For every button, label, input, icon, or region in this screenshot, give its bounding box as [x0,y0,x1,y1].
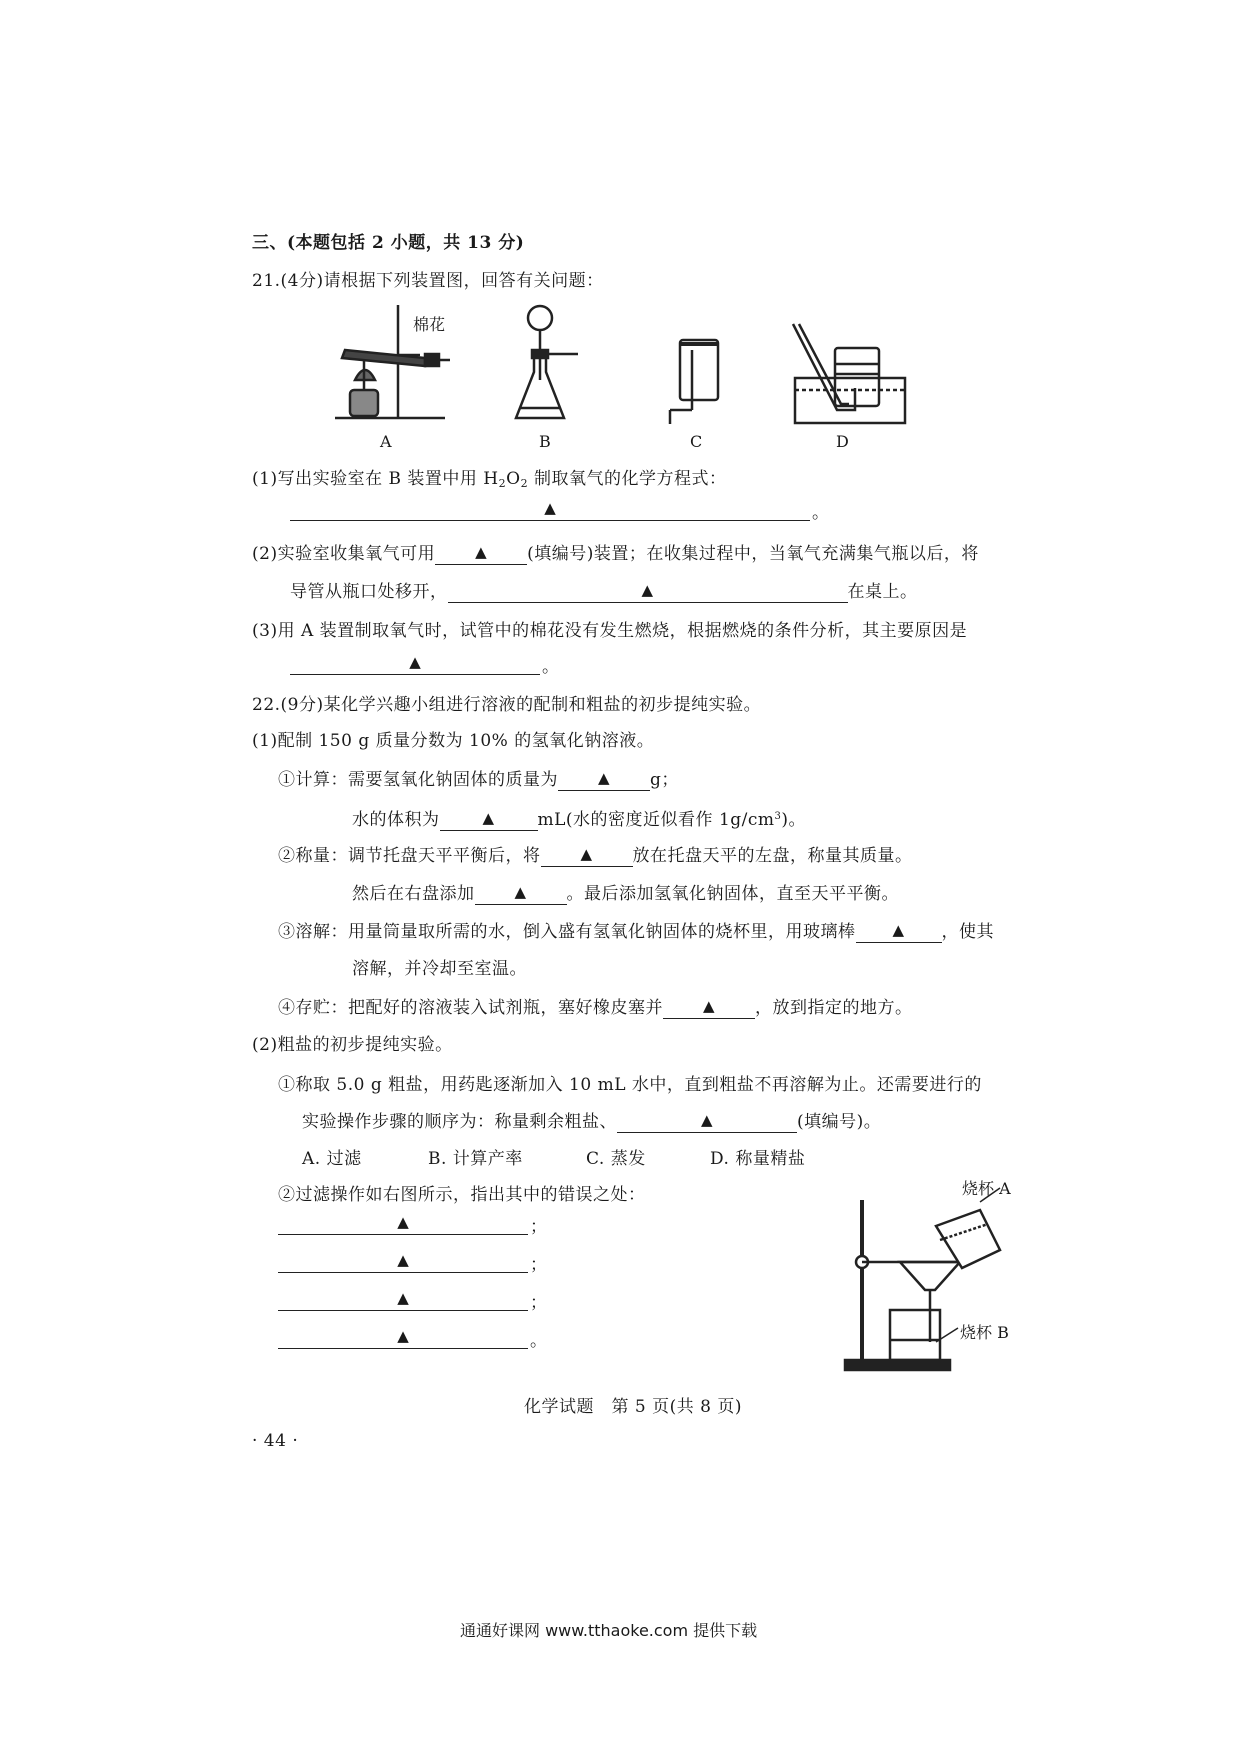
beaker-a-label: 烧杯 A [962,1179,1011,1198]
filtration-diagram [840,1190,1020,1380]
page-footer: 化学试题 第 5 页(共 8 页) [524,1397,743,1417]
q21-part1-text: (1)写出实验室在 B 装置中用 $H_2O_2$ 制取氧气的化学方程式： [252,469,727,490]
q22-naoh-mass-blank[interactable]: ▲ [558,768,650,791]
q22-step1-line1: ①计算：需要氢氧化钠固体的质量为 ▲ g； [278,769,679,790]
q21-part2-line2: 导管从瓶口处移开， ▲ 在桌上。 [290,581,918,602]
q22-error-blank-1[interactable]: ▲ [278,1212,528,1235]
q21-part1-end: 。 [812,503,830,523]
apparatus-label-d: D [836,432,849,451]
q22-step3-line2: 溶解，并冷却至室温。 [352,959,527,979]
q21-stem: 21.(4分)请根据下列装置图，回答有关问题： [252,271,604,291]
q22-option-b: B. 计算产率 [428,1149,523,1169]
q22-error-end-2: ； [530,1255,548,1275]
apparatus-label-b: B [539,432,551,451]
q22-error-end-4: 。 [530,1331,548,1351]
apparatus-label-a: A [380,432,392,451]
q22-option-d: D. 称量精盐 [710,1149,806,1169]
q22-stir-blank[interactable]: ▲ [856,920,942,943]
q22-step2-line1: ②称量：调节托盘天平平衡后，将 ▲ 放在托盘天平的左盘，称量其质量。 [278,845,913,866]
q21-part3-line1: (3)用 A 装置制取氧气时，试管中的棉花没有发生燃烧，根据燃烧的条件分析，其主要原因是 [252,621,968,641]
q22-step4-line: ④存贮：把配好的溶液装入试剂瓶，塞好橡皮塞并 ▲ ，放到指定的地方。 [278,997,913,1018]
q22-error-blank-4[interactable]: ▲ [278,1326,528,1349]
q22-part2-step2-text: ②过滤操作如右图所示，指出其中的错误之处： [278,1185,646,1205]
q22-weigh-item-blank[interactable]: ▲ [541,844,633,867]
q22-right-pan-blank[interactable]: ▲ [475,882,567,905]
q22-step1-line2: 水的体积为 ▲ mL(水的密度近似看作 $1g/cm^3$)。 [352,809,807,830]
q22-part2-step1-line1: ①称取 5.0 g 粗盐，用药匙逐渐加入 10 mL 水中，直到粗盐不再溶解为止。还需要进行的 [278,1075,982,1095]
page-number: · 44 · [252,1431,299,1451]
q22-label-blank[interactable]: ▲ [663,996,755,1019]
q22-step2-line2: 然后在右盘添加 ▲ 。最后添加氢氧化钠固体，直至天平平衡。 [352,883,899,904]
q21-part2-blank1[interactable]: ▲ [435,542,527,565]
q21-part2-line1: (2)实验室收集氧气可用 ▲ (填编号)装置；在收集过程中，当氧气充满集气瓶以后，将 [252,543,979,564]
q22-part2-title: (2)粗盐的初步提纯实验。 [252,1035,453,1055]
q22-error-blank-3[interactable]: ▲ [278,1288,528,1311]
q22-error-blank-2[interactable]: ▲ [278,1250,528,1273]
q22-water-volume-blank[interactable]: ▲ [440,808,538,831]
q22-part2-step1-line2: 实验操作步骤的顺序为：称量剩余粗盐、 ▲ (填编号)。 [302,1111,882,1132]
q22-option-a: A. 过滤 [302,1149,362,1169]
q21-part1-answer-blank[interactable]: ▲ [290,498,810,521]
q22-error-end-3: ； [530,1293,548,1313]
apparatus-d-diagram [785,318,915,428]
q22-step3-line1: ③溶解：用量筒量取所需的水，倒入盛有氢氧化钠固体的烧杯里，用玻璃棒 ▲ ，使其 [278,921,994,942]
q21-part3-end: 。 [542,657,560,677]
cotton-label: 棉花 [413,315,446,334]
q22-stem: 22.(9分)某化学兴趣小组进行溶液的配制和粗盐的初步提纯实验。 [252,695,762,715]
q22-option-c: C. 蒸发 [586,1149,646,1169]
apparatus-label-c: C [690,432,703,451]
apparatus-b-diagram [510,300,590,430]
q21-part2-blank2[interactable]: ▲ [448,580,848,603]
site-footer: 通通好课网 www.tthaoke.com 提供下载 [460,1621,758,1640]
beaker-b-label: 烧杯 B [960,1323,1009,1342]
q22-order-blank[interactable]: ▲ [617,1110,797,1133]
q22-error-end-1: ； [530,1217,548,1237]
q21-part3-answer-blank[interactable]: ▲ [290,652,540,675]
apparatus-c-diagram [660,330,730,430]
section-header: 三、(本题包括 2 小题，共 13 分) [252,233,525,253]
q22-part1-title: (1)配制 150 g 质量分数为 10% 的氢氧化钠溶液。 [252,731,655,751]
